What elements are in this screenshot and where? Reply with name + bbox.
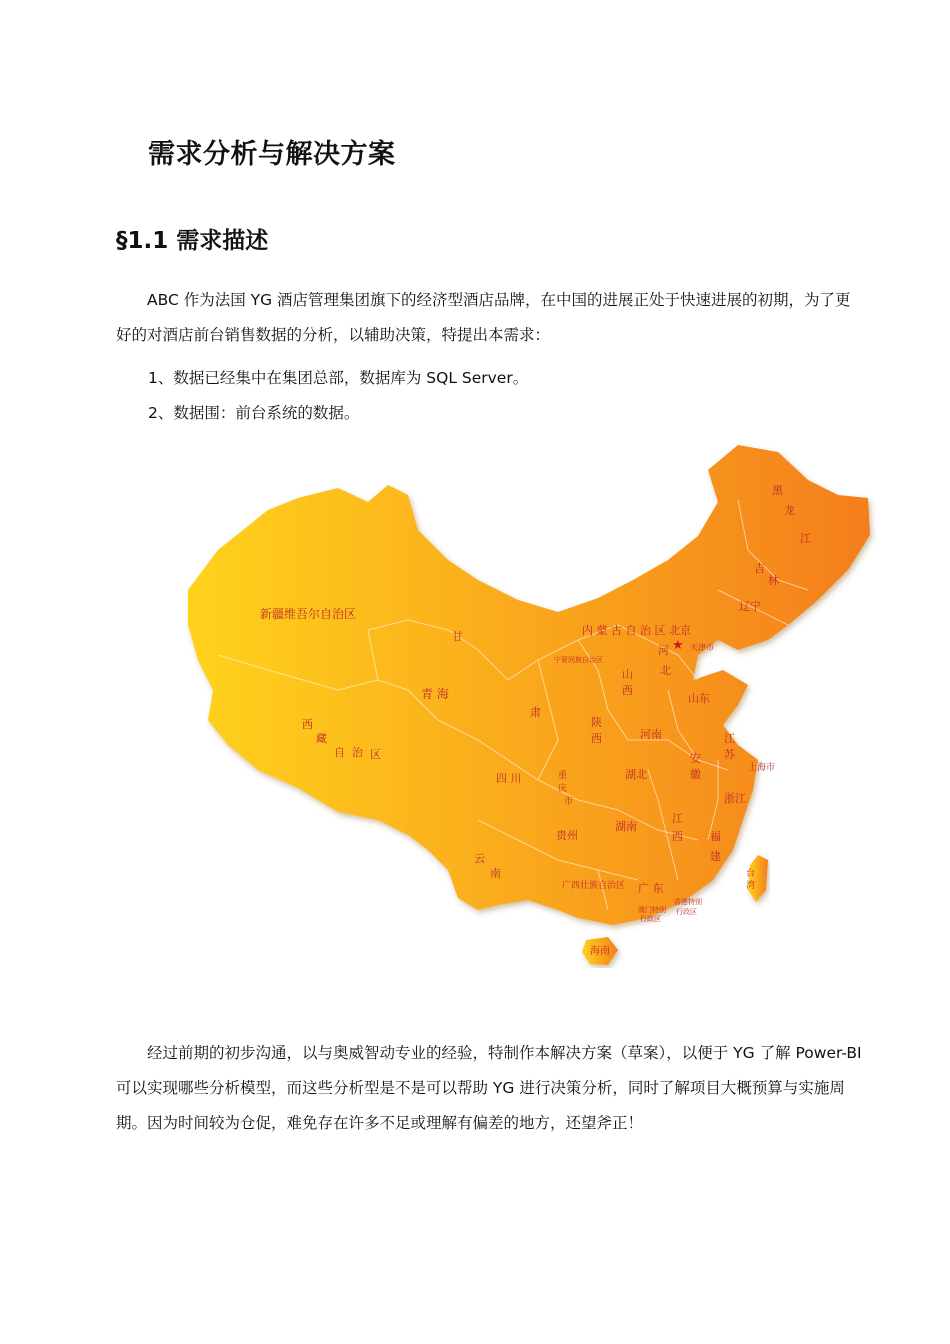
label-aomen-1: 澳门特别: [638, 906, 666, 914]
requirement-item-2: 2、数据围：前台系统的数据。: [148, 404, 360, 422]
label-shaanxi-2: 西: [591, 732, 602, 745]
label-shanxi-2: 西: [622, 684, 633, 697]
label-gansu-1: 甘: [452, 630, 463, 643]
label-yunnan-1: 云: [474, 852, 485, 865]
requirement-item-1: 1、数据已经集中在集团总部，数据库为 SQL Server。: [148, 369, 529, 387]
label-hubei: 湖北: [625, 768, 647, 781]
label-shanghai: 上海市: [748, 763, 776, 773]
label-xizang-4: 治: [352, 746, 363, 759]
page-title: 需求分析与解决方案: [148, 139, 396, 170]
section-heading: §1.1 需求描述: [116, 228, 269, 254]
mainland-shape: [188, 445, 870, 925]
label-chongqing-1: 重: [558, 771, 568, 781]
label-sichuan: 四 川: [496, 772, 522, 785]
label-xizang-5: 区: [370, 748, 381, 761]
label-heilongjiang-1: 黑: [772, 484, 783, 497]
label-fujian-1: 福: [710, 830, 721, 843]
label-jiangxi-2: 西: [672, 830, 683, 843]
label-shaanxi-1: 陕: [591, 716, 602, 729]
label-hebei-2: 北: [660, 664, 671, 677]
label-hebei-1: 河: [658, 644, 669, 657]
label-gansu-2: 肃: [530, 706, 541, 719]
label-qinghai: 青 海: [421, 687, 449, 701]
label-taiwan-1: 台: [746, 869, 756, 879]
label-anhui-2: 徽: [690, 768, 701, 781]
label-jilin-2: 林: [768, 574, 779, 587]
label-jiangsu-1: 江: [724, 732, 735, 745]
china-map: [178, 440, 878, 970]
label-henan: 河南: [640, 728, 662, 741]
star-icon: ★: [672, 638, 684, 653]
label-beijing: 北京: [669, 624, 691, 637]
closing-paragraph: 经过前期的初步沟通，以与奥威智动专业的经验，特制作本解决方案（草案），以便于 YG 了解 Power-BI 可以实现哪些分析模型，而这些分析型是不是可以帮助 YG 进行决策分析，同时了解项目大概预算与实施周期。因为时间较为仓促，难免存在许多不足或理解有偏差的地方，还望斧正！: [116, 1044, 862, 1132]
label-chongqing-2: 庆: [558, 784, 568, 794]
label-xinjiang: 新疆维吾尔自治区: [260, 607, 357, 621]
label-guangdong: 广 东: [638, 882, 664, 895]
label-taiwan-2: 湾: [746, 881, 756, 891]
label-shanxi-1: 山: [622, 668, 633, 681]
label-xizang-3: 自: [334, 746, 345, 759]
label-xizang-1: 西: [302, 718, 313, 731]
label-heilongjiang-2: 龙: [784, 504, 795, 517]
label-liaoning: 辽宁: [739, 600, 761, 613]
label-hunan: 湖南: [615, 820, 637, 833]
label-jiangsu-2: 苏: [724, 748, 735, 761]
intro-paragraph: ABC 作为法国 YG 酒店管理集团旗下的经济型酒店品牌，在中国的进展正处于快速进展的初期，为了更好的对酒店前台销售数据的分析，以辅助决策，特提出本需求：: [116, 291, 851, 344]
label-jiangxi-1: 江: [672, 812, 683, 825]
label-xizang-2: 藏: [316, 732, 327, 745]
label-tianjin: 天津市: [690, 643, 714, 652]
label-anhui-1: 安: [690, 752, 701, 765]
label-xianggang-1: 香港特别: [674, 898, 702, 906]
label-aomen-2: 行政区: [640, 915, 661, 923]
label-shandong: 山东: [688, 692, 710, 705]
label-xianggang-2: 行政区: [676, 908, 697, 916]
label-ningxia: 宁夏回族自治区: [554, 656, 603, 664]
label-neimenggu: 内 蒙 古 自 治 区: [582, 624, 666, 637]
label-chongqing-3: 市: [564, 797, 574, 807]
label-zhejiang: 浙江: [724, 792, 746, 805]
label-heilongjiang-3: 江: [800, 532, 811, 545]
label-yunnan-2: 南: [490, 867, 501, 880]
label-jilin-1: 吉: [754, 562, 765, 575]
label-fujian-2: 建: [710, 850, 721, 863]
label-hainan: 海南: [590, 946, 610, 957]
label-guangxi: 广西壮族自治区: [562, 881, 626, 891]
label-guizhou: 贵州: [556, 829, 578, 842]
